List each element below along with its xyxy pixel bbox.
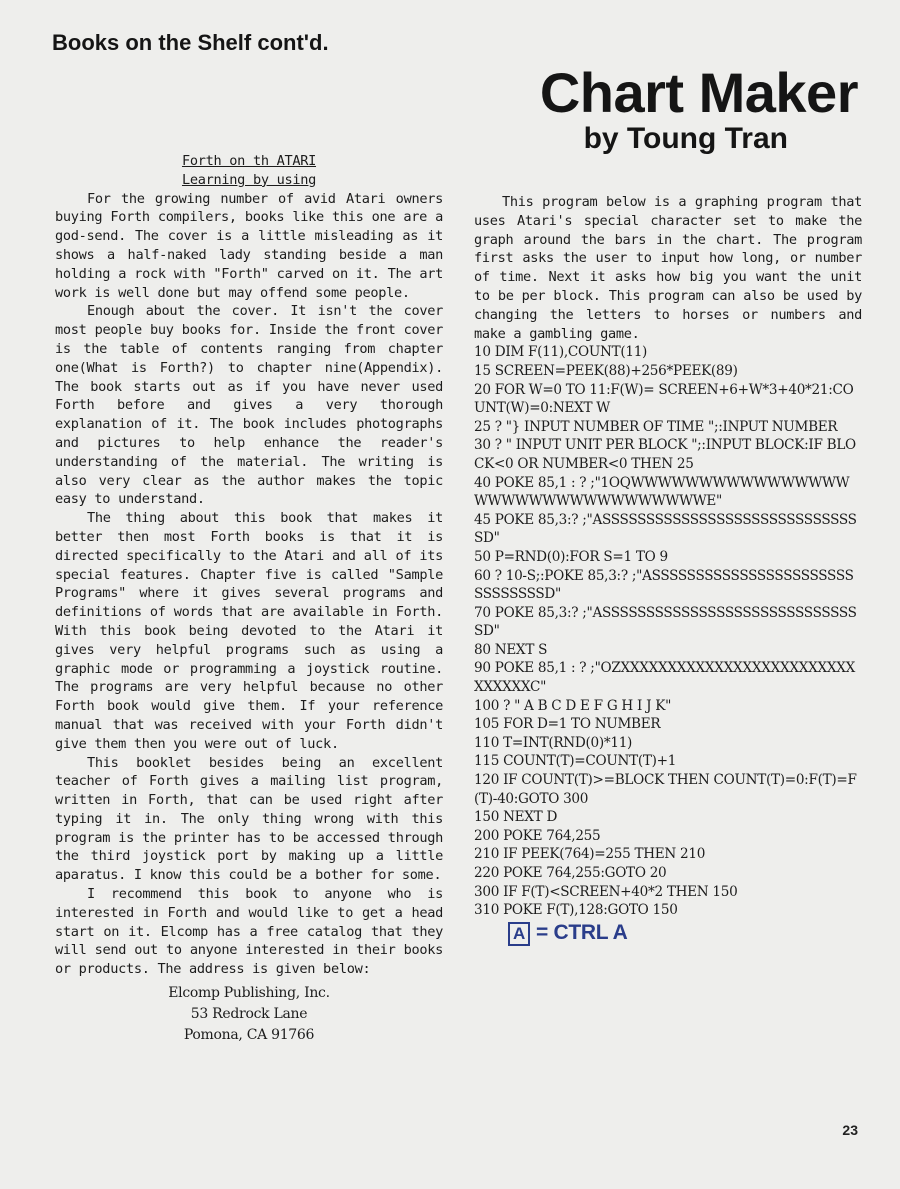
- code-line: 60 ? 10-S;:POKE 85,3:? ;"ASSSSSSSSSSSSSSSSSSSSSSSSSSSSSSSD": [474, 567, 854, 603]
- code-line: 220 POKE 764,255:GOTO 20: [474, 865, 667, 881]
- code-line: 120 IF COUNT(T)>=BLOCK THEN COUNT(T)=0:F(T)=F(T)-40:GOTO 300: [474, 772, 857, 807]
- code-line: 15 SCREEN=PEEK(88)+256*PEEK(89): [474, 362, 738, 379]
- code-line: 70 POKE 85,3:? ;"ASSSSSSSSSSSSSSSSSSSSSSSSSSSSSSD": [474, 604, 857, 640]
- code-line: 150 NEXT D: [474, 809, 558, 826]
- address-line: 53 Redrock Lane: [190, 1006, 308, 1023]
- code-line: 20 FOR W=0 TO 11:F(W)= SCREEN+6+W*3+40*21:COUNT(W)=0:NEXT W: [474, 381, 854, 417]
- code-line: 105 FOR D=1 TO NUMBER: [474, 716, 661, 733]
- code-line: 10 DIM F(11),COUNT(11): [474, 344, 648, 361]
- code-line: 300 IF F(T)<SCREEN+40*2 THEN 150: [474, 883, 738, 900]
- code-line: 50 P=RND(0):FOR S=1 TO 9: [474, 548, 668, 565]
- book-title: Forth on th ATARI: [181, 153, 317, 169]
- review-paragraph: For the growing number of avid Atari owners buying Forth compilers, books like this one are a god-send. The cover is a little misleading as it shows a half-naked lady standing beside a man holding a rock with "Forth" carved on it. The art work is well done but may offend some people.: [55, 190, 443, 301]
- ctrl-note-text: = CTRL A: [535, 921, 628, 945]
- code-line: 25 ? "} INPUT NUMBER OF TIME ";:INPUT NUMBER: [474, 418, 838, 435]
- review-paragraph: I recommend this book to anyone who is interested in Forth and would like to get a head start on it. Elcomp has a free catalog that they will send out to anyone interested in their books or products. The address is given below:: [55, 886, 443, 978]
- address-line: Pomona, CA 91766: [183, 1027, 315, 1044]
- article-byline: by Toung Tran: [583, 122, 788, 155]
- basic-listing: [474, 343, 862, 919]
- program-column: [474, 193, 862, 946]
- review-paragraph: Enough about the cover. It isn't the cover most people buy books for. Inside the front cover is the table of contents ranging from chapter one(What is Forth?) to chapter nine(Appendix). The book starts out as if you have never used Forth before and gives a very thorough explanation of it. The book includes photographs and pictures to help enhance the reader's understanding of the material. The writing is also very clear as the author makes the topic easy to understand.: [55, 303, 443, 508]
- code-line: 115 COUNT(T)=COUNT(T)+1: [474, 753, 677, 770]
- book-review-column: [55, 152, 443, 1046]
- code-line: 310 POKE F(T),128:GOTO 150: [474, 902, 678, 919]
- code-line: 200 POKE 764,255: [474, 827, 601, 844]
- article-title: Chart Maker: [539, 61, 858, 124]
- code-line: 210 IF PEEK(764)=255 THEN 210: [474, 846, 706, 863]
- page-number: 23: [842, 1122, 858, 1138]
- section-title: Books on the Shelf cont'd.: [52, 30, 329, 55]
- publisher-address: [55, 983, 443, 1046]
- review-paragraph: This booklet besides being an excellent teacher of Forth gives a mailing list program, written in Forth, that can be used right after typing it in. The only thing wrong with this program is the printer has to be accessed through the third joystick port by making up a little aparatus. I know this could be a bother for some.: [55, 754, 443, 884]
- inverse-a-symbol: A: [508, 922, 530, 946]
- code-line: 110 T=INT(RND(0)*11): [474, 734, 633, 751]
- program-intro: This program below is a graphing program that uses Atari's special character set to make the graph around the bars in the chart. The program first asks the user to input how long, or number of time. Next it asks how big you want the unit to be per block. This program can also be used by changing the letters to horses or numbers and make a gambling game.: [474, 194, 862, 342]
- code-line: 80 NEXT S: [474, 641, 548, 658]
- review-paragraph: The thing about this book that makes it better then most Forth books is that it is directed specifically to the Atari and all of its special features. Chapter five is called "Sample Programs" where it gives several programs and definitions of words that are available in Forth. With this book being devoted to the Atari it gives very helpful programs such as using a graphic mode or programming a joystick routine. The programs are very helpful because no other Forth book would give them. If your reference manual that was received with your Forth didn't give them then you were out of luck.: [55, 510, 443, 752]
- ctrl-note: [474, 922, 862, 946]
- code-line: 45 POKE 85,3:? ;"ASSSSSSSSSSSSSSSSSSSSSSSSSSSSSSD": [474, 511, 857, 547]
- code-line: 40 POKE 85,1 : ? ;"1OQWWWWWWWWWWWWWWWWWWWWWWWWWWWWWWWWWE": [474, 474, 850, 510]
- code-line: 100 ? " A B C D E F G H I J K": [474, 697, 672, 714]
- address-line: Elcomp Publishing, Inc.: [168, 985, 330, 1002]
- code-line: 90 POKE 85,1 : ? ;"OZXXXXXXXXXXXXXXXXXXXXXXXXXXXXXXXC": [474, 660, 855, 696]
- book-subtitle: Learning by using: [181, 171, 317, 188]
- code-line: 30 ? " INPUT UNIT PER BLOCK ";:INPUT BLOCK:IF BLOCK<0 OR NUMBER<0 THEN 25: [474, 437, 856, 472]
